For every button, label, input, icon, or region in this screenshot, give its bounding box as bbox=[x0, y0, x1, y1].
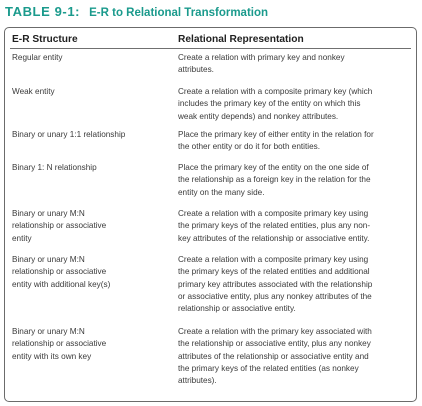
er-structure-line: entity with its own key bbox=[12, 351, 92, 361]
er-structure-line: Weak entity bbox=[12, 87, 55, 96]
relational-representation-line: weak entity depends) and nonkey attributes. bbox=[178, 111, 339, 121]
er-structure-line: Binary or unary M:N bbox=[12, 209, 85, 218]
relational-representation-line: includes the primary key of the entity on which this bbox=[178, 99, 361, 109]
er-structure-line: entity with additional key(s) bbox=[12, 279, 111, 289]
relational-representation-line: the relationship as a foreign key in the relation for the bbox=[178, 175, 371, 185]
relational-representation-line: or associative entity, plus any nonkey attributes of the bbox=[178, 291, 372, 301]
relational-representation-line: the relationship or associative entity, plus any nonkey bbox=[178, 339, 371, 349]
relational-representation-cell bbox=[178, 326, 411, 387]
column-header-relational-representation: Relational Representation bbox=[178, 34, 304, 45]
relational-representation-line: the primary keys of the related entities (as nonkey bbox=[178, 363, 359, 373]
relational-representation-line: the primary keys of the related entities and additional bbox=[178, 267, 370, 277]
relational-representation-line: Create a relation with the primary key associated with bbox=[178, 327, 372, 336]
table-number: TABLE 9-1: bbox=[5, 4, 81, 19]
relational-representation-cell bbox=[178, 254, 411, 315]
er-structure-cell bbox=[12, 326, 170, 363]
header-divider bbox=[10, 48, 411, 49]
relational-representation-line: Place the primary key of the entity on the one side of bbox=[178, 163, 369, 172]
relational-representation-line: attributes). bbox=[178, 376, 217, 386]
table-title: E-R to Relational Transformation bbox=[89, 7, 269, 19]
relational-representation-line: the primary keys of the related entities, plus any non- bbox=[178, 221, 371, 231]
er-structure-cell bbox=[12, 129, 170, 141]
relational-representation-line: Create a relation with a composite primary key (which bbox=[178, 87, 373, 96]
relational-representation-cell bbox=[178, 162, 411, 199]
er-structure-line: Binary 1: N relationship bbox=[12, 163, 97, 172]
relational-representation-line: Create a relation with a composite primary key using bbox=[178, 209, 369, 218]
relational-representation-line: the other entity or do it for both entities. bbox=[178, 142, 320, 152]
er-structure-line: Binary or unary 1:1 relationship bbox=[12, 130, 126, 139]
relational-representation-line: attributes. bbox=[178, 65, 214, 75]
er-structure-line: relationship or associative bbox=[12, 267, 107, 277]
table-caption bbox=[5, 3, 268, 21]
relational-representation-line: primary key attributes associated with the relationship bbox=[178, 279, 373, 289]
er-structure-cell bbox=[12, 162, 170, 174]
er-structure-line: relationship or associative bbox=[12, 221, 107, 231]
relational-representation-cell bbox=[178, 52, 411, 77]
er-structure-cell bbox=[12, 208, 170, 245]
er-structure-cell bbox=[12, 52, 170, 64]
relational-representation-cell bbox=[178, 129, 411, 154]
er-structure-cell bbox=[12, 254, 170, 291]
er-structure-line: Regular entity bbox=[12, 53, 63, 62]
er-structure-line: Binary or unary M:N bbox=[12, 327, 85, 336]
relational-representation-line: entity on the many side. bbox=[178, 187, 265, 197]
relational-representation-cell bbox=[178, 208, 411, 245]
relational-representation-cell bbox=[178, 86, 411, 123]
column-header-er-structure: E-R Structure bbox=[12, 34, 78, 45]
er-structure-line: Binary or unary M:N bbox=[12, 255, 85, 264]
er-structure-line: relationship or associative bbox=[12, 339, 107, 349]
relational-representation-line: attributes of the relationship or associative entity and bbox=[178, 351, 369, 361]
relational-representation-line: Create a relation with primary key and nonkey bbox=[178, 53, 345, 62]
er-structure-cell bbox=[12, 86, 170, 98]
relational-representation-line: relationship or associative entity. bbox=[178, 304, 296, 314]
er-structure-line: entity bbox=[12, 233, 32, 243]
relational-representation-line: Place the primary key of either entity in the relation for bbox=[178, 130, 374, 139]
transformation-table bbox=[4, 27, 417, 402]
relational-representation-line: Create a relation with a composite primary key using bbox=[178, 255, 369, 264]
relational-representation-line: key attributes of the relationship or associative entity. bbox=[178, 233, 370, 243]
